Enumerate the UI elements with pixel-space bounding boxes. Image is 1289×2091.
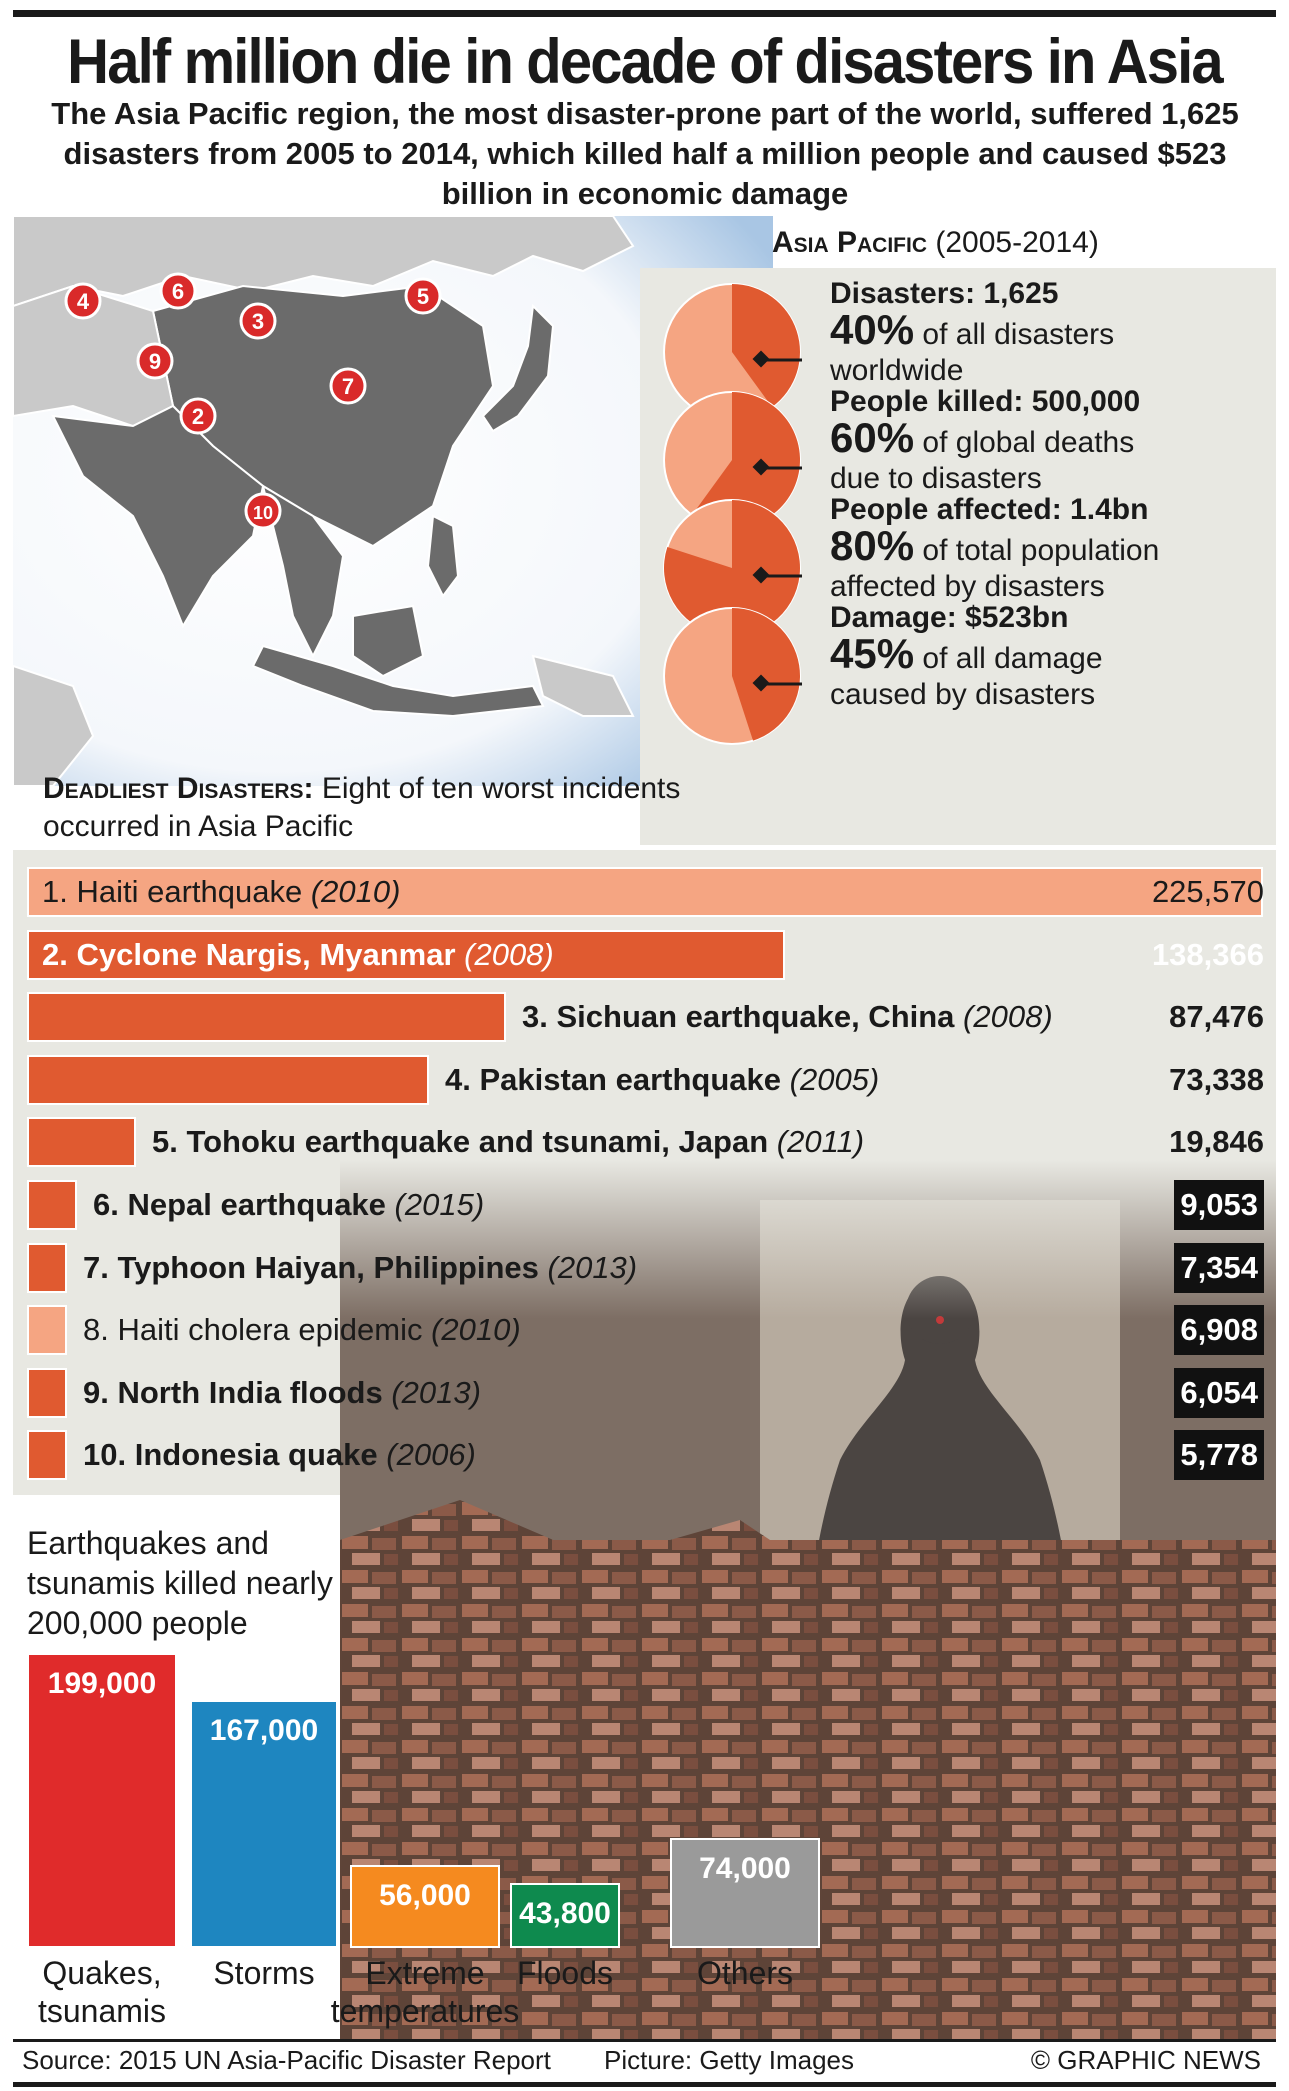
- disaster-rank: 9.: [83, 1375, 109, 1410]
- disaster-bar: [27, 1243, 67, 1293]
- disaster-rank: 8.: [83, 1312, 109, 1347]
- disaster-value: 6,908: [1174, 1305, 1264, 1355]
- stat-text-2: caused by disasters: [830, 678, 1096, 711]
- disaster-value: 87,476: [1169, 999, 1264, 1034]
- page-title: Half million die in decade of disasters in Asia: [67, 27, 1222, 97]
- cause-category: Floods: [516, 1955, 614, 1991]
- disaster-value: 6,054: [1174, 1368, 1264, 1418]
- stat-block: [830, 492, 1270, 605]
- map-marker-7: [331, 369, 365, 403]
- footer-rule: [13, 2039, 1276, 2042]
- map-marker-4: [66, 284, 100, 318]
- stat-label: People killed: 500,000: [830, 385, 1141, 418]
- disaster-value: 7,354: [1174, 1243, 1264, 1293]
- asia-pacific-heading: [772, 226, 1099, 260]
- stat-text-2: worldwide: [830, 354, 964, 387]
- map-marker-10: [246, 494, 280, 528]
- disaster-value: 19,846: [1169, 1124, 1264, 1159]
- disaster-value: 225,570: [1151, 874, 1264, 909]
- stat-line: [830, 306, 1270, 353]
- cause-value: 199,000: [47, 1667, 157, 1700]
- disaster-label: [42, 867, 400, 917]
- cause-value: 167,000: [209, 1714, 319, 1747]
- map-marker-label: 9: [148, 349, 162, 374]
- cause-value: 74,000: [699, 1852, 791, 1885]
- disaster-name: Tohoku earthquake and tsunami, Japan: [186, 1124, 769, 1159]
- map-marker-5: [406, 279, 440, 313]
- disaster-year: (2010): [310, 874, 401, 909]
- disaster-name: Indonesia quake: [134, 1437, 378, 1472]
- disaster-value: 73,338: [1169, 1062, 1264, 1097]
- map-marker-label: 2: [191, 404, 205, 429]
- disaster-rank: 2.: [42, 937, 68, 972]
- map-marker-label: 3: [251, 309, 265, 334]
- disaster-name: North India floods: [117, 1375, 383, 1410]
- disaster-year: (2013): [547, 1250, 638, 1285]
- disaster-bar: [27, 1430, 67, 1480]
- disaster-value: 9,053: [1174, 1180, 1264, 1230]
- disaster-label: [83, 1243, 637, 1293]
- disaster-name: Pakistan earthquake: [479, 1062, 782, 1097]
- disaster-label: [83, 1305, 521, 1355]
- disaster-label: [522, 992, 1053, 1042]
- map-marker-6: [161, 274, 195, 308]
- cause-category: Quakes, tsunamis: [37, 1955, 167, 2029]
- disaster-rank: 5.: [152, 1124, 178, 1159]
- picture-credit: Picture: Getty Images: [604, 2045, 854, 2075]
- cause-category: Extreme temperatures: [330, 1955, 520, 2029]
- stat-line: [830, 630, 1270, 677]
- disaster-label: [445, 1055, 879, 1105]
- disaster-rank: 7.: [83, 1250, 109, 1285]
- asia-pacific-heading-years: (2005-2014): [935, 226, 1099, 259]
- map-marker-label: 6: [171, 279, 185, 304]
- disaster-rank: 6.: [93, 1187, 119, 1222]
- disaster-label: [83, 1430, 476, 1480]
- disaster-year: (2008): [464, 937, 554, 972]
- stat-block: [830, 384, 1270, 497]
- cause-chart-title: Earthquakes and tsunamis killed nearly 200,000 people: [27, 1525, 333, 1641]
- disaster-value: 5,778: [1174, 1430, 1264, 1480]
- disaster-name: Cyclone Nargis, Myanmar: [76, 937, 456, 972]
- disaster-bar: [27, 1180, 77, 1230]
- map-marker-label: 5: [416, 284, 430, 309]
- disaster-label: [93, 1180, 484, 1230]
- stat-text-1: of all disasters: [922, 318, 1115, 351]
- disaster-value: 138,366: [1151, 937, 1264, 972]
- disaster-year: (2015): [394, 1187, 485, 1222]
- disaster-label: [152, 1117, 864, 1167]
- source-credit: Source: 2015 UN Asia-Pacific Disaster Report: [22, 2045, 551, 2075]
- map-marker-2: [181, 399, 215, 433]
- stat-percent: 80%: [830, 522, 915, 569]
- map-marker-9: [138, 344, 172, 378]
- deadliest-heading: [43, 770, 683, 846]
- stat-label: People affected: 1.4bn: [830, 493, 1149, 526]
- stat-block: [830, 600, 1270, 713]
- cause-category: Others: [696, 1955, 794, 1991]
- stat-text-1: of all damage: [922, 642, 1103, 675]
- stat-text-1: of total population: [922, 534, 1160, 567]
- cause-value: 56,000: [379, 1879, 471, 1912]
- cause-value: 43,800: [519, 1897, 611, 1930]
- stat-percent: 40%: [830, 306, 915, 353]
- disaster-name: Sichuan earthquake, China: [556, 999, 955, 1034]
- copyright-credit: © GRAPHIC NEWS: [1030, 2045, 1261, 2075]
- disaster-label: [83, 1368, 481, 1418]
- top-rule: [13, 10, 1276, 17]
- disaster-year: (2013): [391, 1375, 481, 1410]
- asia-pacific-heading-label: Asia Pacific: [772, 226, 928, 259]
- disaster-rank: 10.: [83, 1437, 127, 1472]
- disaster-rank: 3.: [522, 999, 548, 1034]
- disaster-label: [42, 930, 554, 980]
- map-marker-label: 10: [252, 503, 274, 523]
- disaster-name: Typhoon Haiyan, Philippines: [117, 1250, 539, 1285]
- stat-line: [830, 522, 1270, 569]
- map-marker-label: 7: [341, 374, 355, 399]
- disaster-rank: 1.: [42, 874, 68, 909]
- disaster-year: (2005): [789, 1062, 880, 1097]
- stat-label: Disasters: 1,625: [830, 277, 1059, 310]
- disaster-bar: [27, 1305, 67, 1355]
- disaster-year: (2011): [776, 1124, 865, 1159]
- stat-percent: 60%: [830, 414, 915, 461]
- stat-label: Damage: $523bn: [830, 601, 1069, 634]
- stat-line: [830, 414, 1270, 461]
- disaster-name: Nepal earthquake: [127, 1187, 386, 1222]
- disaster-bar: [27, 1055, 429, 1105]
- stat-text-1: of global deaths: [922, 426, 1135, 459]
- stat-text-2: affected by disasters: [830, 570, 1105, 603]
- disaster-bar: [27, 1368, 67, 1418]
- stat-pie-4: [662, 606, 802, 746]
- stat-text-2: due to disasters: [830, 462, 1042, 495]
- disaster-name: Haiti cholera epidemic: [117, 1312, 423, 1347]
- disaster-name: Haiti earthquake: [76, 874, 303, 909]
- stat-percent: 45%: [830, 630, 915, 677]
- disaster-bar: [27, 992, 506, 1042]
- map-marker-label: 4: [76, 289, 90, 314]
- deadliest-heading-bold: Deadliest Disasters:: [43, 772, 314, 805]
- cause-category: Storms: [213, 1955, 315, 1991]
- disaster-year: (2006): [386, 1437, 476, 1472]
- disaster-bar: [27, 1117, 136, 1167]
- stat-block: [830, 276, 1270, 389]
- page-subtitle: The Asia Pacific region, the most disaster-prone part of the world, suffered 1,625 disasters from 2005 to 2014, which killed half a million people and caused $523 billion in economic damage: [51, 96, 1239, 211]
- map-marker-3: [241, 304, 275, 338]
- deadliest-heading-text: Eight of ten worst incidents occurred in Asia Pacific: [43, 772, 681, 843]
- disaster-year: (2010): [431, 1312, 521, 1347]
- disaster-year: (2008): [963, 999, 1053, 1034]
- disaster-rank: 4.: [445, 1062, 471, 1097]
- bottom-rule: [13, 2082, 1276, 2087]
